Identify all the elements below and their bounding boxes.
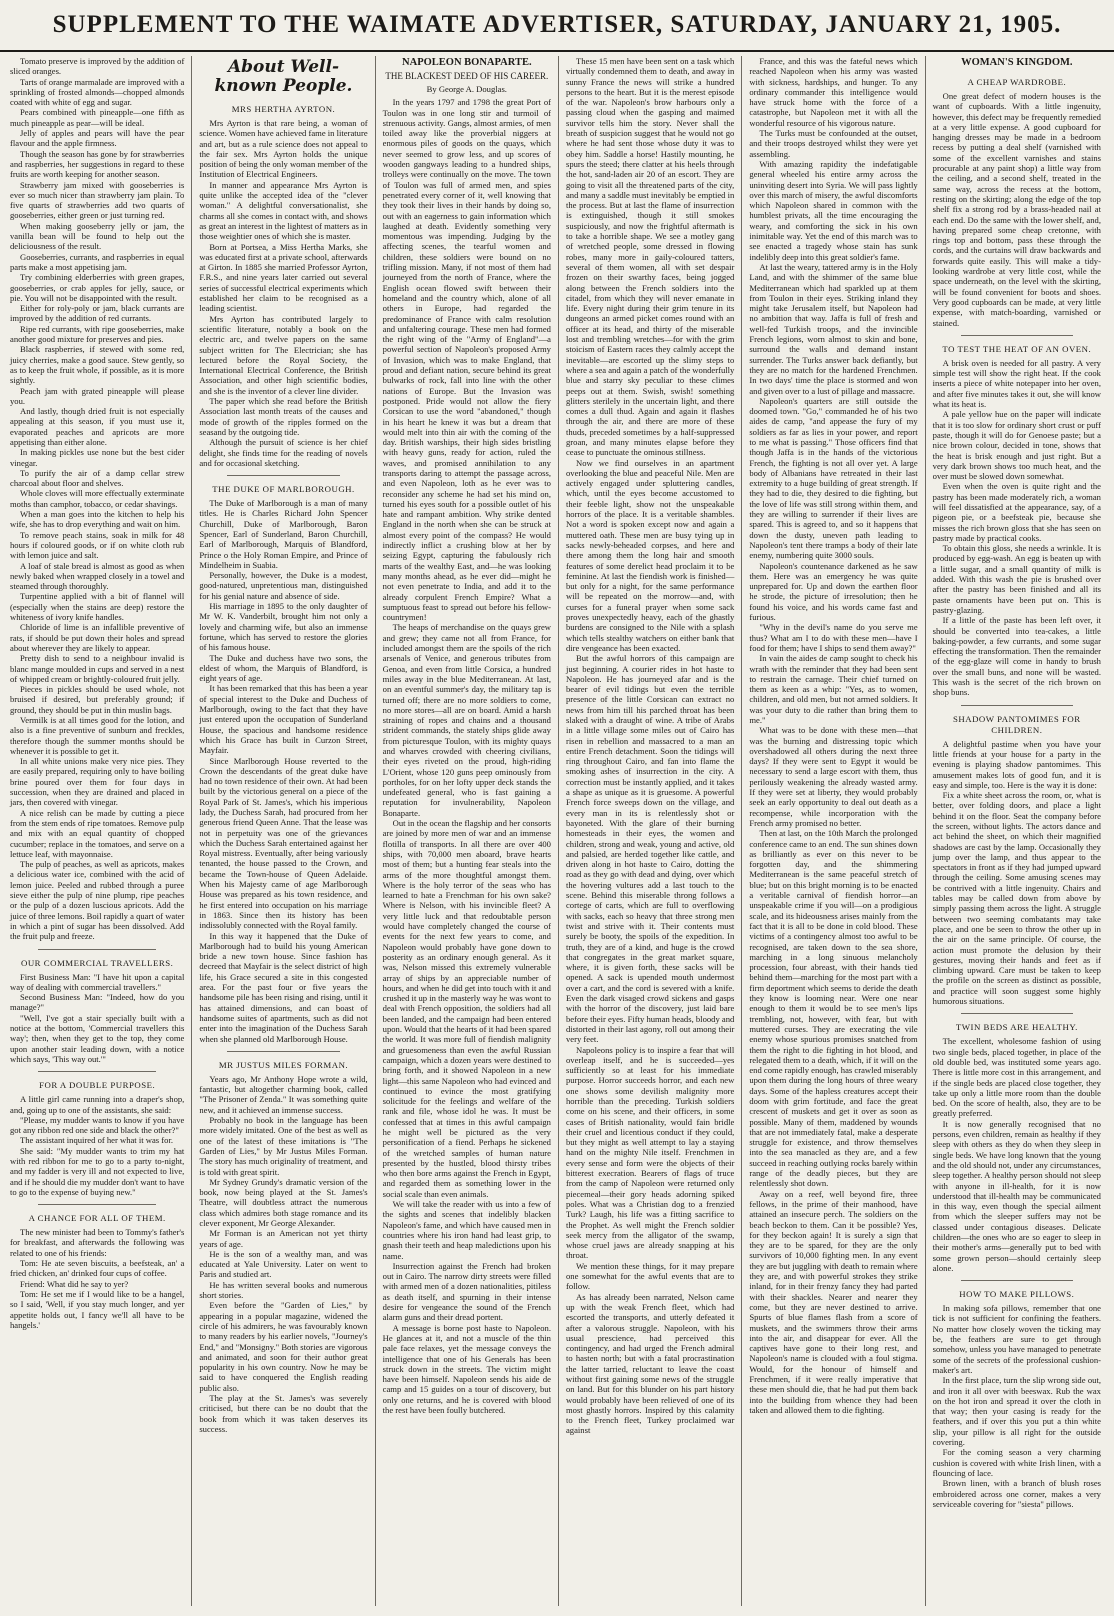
paragraph: Try combining elderberries with green grapes, gooseberries, or crab apples for jelly, sauce, or pie. You will not be disappointed with the result.: [10, 272, 185, 303]
paragraph: Napoleons policy is to inspire a fear that will overleap itself, and he is succeeded—yes sufficiently so at least for his immediate purpose. Horror succeeds horror, and each new one shows some devilish malignity more horrible than the preceding. Turkish soldiers come on his scene, and their officers, in some cases of British nationality, would fain bridle their cruel and licentious conduct if they could, but they might as well attempt to lay a staying hand on the mighty Nile itself. Frenchmen in every sense and form were the objects of their bitterest execration. Bearers of flags of truce from the camp of Napoleon were returned only piecemeal—their gory heads adorning spiked poles. What was a Christian dog to a frenzied Turk? Laugh, his life was a fitting sacrifice to the Prophet. As well might the French soldier seek mercy from the alligator of the swamp, whose cruel jaws are already snapping at his throat.: [565, 1044, 735, 1261]
divider: [961, 1280, 1073, 1281]
paragraph: The excellent, wholesome fashion of using two single beds, placed together, in place of the old double bed, was instituted some years ago. There is little more cost in this arrangement, and if the single beds are placed close together, they take up only a little more room than the double bed. On the score of health, also, they are to be greatly preferred.: [932, 1036, 1101, 1119]
pillows-heading: HOW TO MAKE PILLOWS.: [959, 1289, 1075, 1300]
oven-text: [933, 358, 1101, 698]
paragraph: With amazing rapidity the indefatigable general wheeled his entire army across the uninviting desert into Syria. We will pass lightly over this march of misery, the awful discomforts which Napoleon shared in common with the humblest privats, all the time encouraging the weary, and comforting the sick in his own inimitable way. Yet the end of this march was to see enacted a tragedy whose stain has sunk indelibly deep into this great soldier's fame.: [749, 158, 918, 262]
ayrton-heading: MRS HERTHA AYRTON.: [231, 104, 336, 114]
paragraph: Out in the ocean the flagship and her consorts are joined by more men of war and an immense flotilla of transports. In all there are over 400 ships, with 70,000 men aboard, brave hearts most of them; but a hunting fear steals into the arms of the more thoughtful amongst them. Where is the holy terror of the seas who has learned to hate a Frenchman for his own sake? Where is Nelson, with his invincible fleet? A very little luck and that redoubtable person would have completely changed the course of events for the next few years to come, and Napoleon would probably have gone down to posterity as an ordinary enough general. As it was, Nelson missed this extremely vulnerable array of ships by an appreciable number of hours, and when he did get into touch with it and crushed it up in the masterly way he was wont to deal with French opposition, the soldiers had all been landed, and the campaign had been entered upon. Would that the hearts of it had been spared the world. It was more full of fiendish malignity and gruesomeness than even the awful Russian campaign, which a dozen years were destined to bring forth, and it showed Napoleon in a new light—this same Napoleon who had evinced and continued to evince the most gratifying solicitude for the feelings and welfare of the rank and file, whose idol he was. It must be confessed that at times in this awful campaign he might well be pictured as the very personification of a fiend. Perhaps he sickened of the wretched samples of human nature presented by the hustled, blood thirsty tribes who then bore arms against the French in Egypt, and regarded them as something lower in the social scale than even animals.: [382, 818, 551, 1199]
paragraph: First Business Man: "I have hit upon a capital way of dealing with commercial travellers.": [10, 971, 185, 992]
ayrton-text: [199, 118, 367, 468]
masthead: SUPPLEMENT TO THE WAIMATE ADVERTISER, SATURDAY, JANUARY 21, 1905.: [0, 0, 1114, 52]
paragraph: Peach jam with grated pineapple will please you.: [10, 385, 185, 406]
paragraph: Second Business Man: "Indeed, how do you manage?": [10, 992, 185, 1013]
paragraph: Jelly of apples and pears will have the pear flavour and the apple firmness.: [10, 128, 185, 149]
napoleon-text-part-3: [749, 56, 917, 1415]
paragraph: When making gooseberry jelly or jam, the vanilla bean will be found to help out the deliciousness of the result.: [10, 220, 185, 252]
paragraph: Mr Sydney Grundy's dramatic version of the book, now being played at the St. James's Theatre, will doubtless attract the numerous class which admires both stage romance and its clever exponent, Mr George Alexander.: [199, 1176, 368, 1228]
paragraph: Pretty dish to send to a neighbour invalid is blanc mange moulded in cups and served in a nest of whipped cream or brightly-coloured fruit jelly.: [10, 653, 185, 684]
paragraph: Now we find ourselves in an apartment overlooking the blue and peaceful Nile. Men are actively engaged under spluttering candles, which, until the eyes become accustomed to their feeble light, show not the unspeakable horrors of the place. It is a veritable shambles. Not a word is spoken except now and again a muttered oath. These men are busy tying up in sacks newly-beheaded corpses, and here and there among them the long hair and smooth features of some derelict head proclaim it to be feminine. At last the fiendish work is finished—but only for a night, for the same performance will be repeated on the morrow—and, with curses for a funeral prayer when some sack proves unexpectedly heavy, each of the ghastly burdens are consigned to the Nile with a splash which tells stealthy watchers on either bank that dire vengeance has been exacted.: [565, 457, 735, 653]
paragraph: A loaf of stale bread is almost as good as when newly baked when wrapped closely in a towel and steamed through thoroughly.: [10, 560, 185, 592]
paragraph: To obtain this gloss, she needs a wrinkle. It is produced by egg-wash. An egg is beaten up with a little sugar, and a small quantity of milk is added. With this wash the pie is brushed over after the pastry has been finished and all its paste ornaments have been put on. This is pastry-glazing.: [932, 543, 1101, 615]
paragraph: Napoleon's quarters are still outside the doomed town. "Go," commanded he of his two aides de camp, "and appease the fury of my soldiers as far as lies in your power, and report to me what is passing." Those officers find that though Jaffa is in the hands of the victorious French, the fighting is not all over yet. A large body of Albanians have retreated in their last extremity to a huge building of great strength. If they had to die, they desired to die fighting, but the love of life was still strong within them, and they are willing to surrender if their lives are spared. This is agreed to, and so it happens that down the dusty, uneven path leading to Napoleon's tent there tramps a body of their late enemy, numbering quite 3000 souls.: [749, 395, 918, 561]
paragraph: To purify the air of a damp cellar strew charcoal about floor and shelves.: [10, 467, 185, 489]
paragraph: In all white unions make very nice pies. They are easily prepared, requiring only to have boiling brine poured over them for four days in succession, when they are drained and placed in jars, then covered with vinegar.: [10, 756, 185, 808]
paragraph: If a little of the paste has been left over, it should be converted into tea-cakes, a little baking-powder, a few currants, and some sugar effecting the transformation. Then the remainder of the egg-glaze will come in handy to brush over the small buns, and none will be wasted. This wash is the secret of the rich brown on shop buns.: [932, 615, 1101, 698]
paragraph: As has already been narrated, Nelson came up with the weak French fleet, which had escorted the transports, and utterly defeated it after a valorous struggle. Napoleon, with his usual prescience, had perceived this contingency, and had urged the French admiral to hasten north; but with a fatal procrastination the latter tarried, reluctant to leave the coast without first gaining some news of the struggle on land. But for this blunder on his part history would probably have been relieved of one of its most ghastly horrors. Inspired by this calamity to the French fleet, Turkey proclaimed war against: [565, 1291, 735, 1436]
paragraph: Pears combined with pineapple—one fifth as much pineapple as pear—will be ideal.: [10, 107, 185, 128]
paragraph: Tarts of orange marmalade are improved with a sprinkling of frosted almonds—chopped almonds coated with white of egg and sugar.: [10, 76, 185, 108]
napoleon-text-part-1: [383, 97, 551, 1415]
paragraph: Black raspberries, if stewed with some red, juicy cherries, make a good sauce. Stew gently, so as to keep the fruit whole, if possible, as it is more sightly.: [10, 344, 185, 386]
paragraph: Fix a white sheet across the room, or, what is better, over folding doors, and place a light behind it on the floor. Seat the company before the screen, without lights. The actors dance and act behind the sheet, on which their magnified shadows are cast by the lamp. Occasionally they jump over the lamp, and thus appear to the spectators in front as if they had jumped upward through the ceiling. Some amusing scenes may be contrived with a little ingenuity. Chairs and tables may be called down from above by simply passing them across the light. A struggle between two seeming combatants may take place, and one be seen to throw the other up in the air on the same principle. Of course, the action must promote the delusion by their gestures, moving their hands and feet as if climbing upward. Care must be taken to keep the profile on the screen as distinct as possible, and practice will soon suggest some highly humorous situations.: [932, 790, 1101, 1007]
wardrobe-heading: A CHEAP WARDROBE.: [967, 77, 1067, 87]
paragraph: In vain the aides de camp sought to check his wrath with the reminder that they had been sent to restrain the carnage. Their chief turned on them as keen as a whip: "Yes, as to women, children, and old men, but not armed soldiers. It was your duty to die rather than bring them to me.": [749, 653, 918, 725]
divider: [38, 1071, 156, 1072]
paragraph: "Well, I've got a stair specially built with a notice at the bottom, 'Commercial travellers this way'; then, when they get to the top, they come upon another stair leading down, with a notice which says, 'This way out.'": [10, 1012, 185, 1064]
shadow-text: [933, 739, 1101, 1007]
paragraph: To remove peach stains, soak in milk for 48 hours if coloured goods, or if on white cloth rub with lemon juice and salt.: [10, 529, 185, 561]
paragraph: Mr Forman is an American not yet thirty years of age.: [199, 1228, 368, 1249]
napoleon-title: NAPOLEON BONAPARTE.: [402, 57, 532, 68]
columns: [8, 56, 1108, 1606]
paragraph: Probably no book in the language has been more widely imitated. One of the best as well as one of the latest of these imitations is "The Garden of Lies," by Mr Justus Miles Forman. The story has much originality of treatment, and is told with great spirit.: [199, 1115, 368, 1177]
paragraph: His marriage in 1895 to the only daughter of Mr W. K. Vanderbilt, brought him not only a lovely and charming wife, but also an immense fortune, which has served to restore the glories of his famous house.: [199, 601, 368, 653]
paragraph: It has been remarked that this has been a year of special interest to the Duke and Duchess of Marlborough, owing to the fact that they have just entered upon the occupation of Sunderland House, the spacious and handsome residence which his Grace has built in Curzon Street, Mayfair.: [199, 683, 368, 756]
paragraph: "Please, my mudder wants to know if you have got any ribbon red one side and black the other?": [10, 1114, 185, 1136]
paragraph: We mention these things, for it may prepare one somewhat for the awful events that are to follow.: [565, 1260, 735, 1292]
column-3: [375, 56, 558, 1606]
paragraph: When a man goes into the kitchen to help his wife, she has to drop everything and wait on him.: [10, 509, 185, 530]
paragraph: The new minister had been to Tommy's father's for breakfast, and afterwards the following was related to one of his friends:: [10, 1227, 185, 1258]
paragraph: Tom: He ate seven biscuits, a beefsteak, an' a fried chicken, an' drinked four cups of coffee.: [10, 1258, 185, 1279]
beds-text: [933, 1036, 1101, 1273]
paragraph: We will take the reader with us into a few of the sights and scenes that indelibly blacken Napoleon's fame, and which have caused men in countries where his iron hand had least grip, to gnash their teeth and heap maledictions upon his name.: [382, 1199, 551, 1261]
paragraph: And lastly, though dried fruit is not especially appealing at this season, if you must use it, evaporated peaches and apricots are more appetising than either alone.: [10, 406, 185, 447]
paragraph: Away on a reef, well beyond fire, three fellows, in the prime of their manhood, have attained an insecure perch. The soldiers on the beach beckon to them. Can it be possible? Yes, for they beckon again! It is surely a sign that they are to be spared, for they are the only survivors of 10,000 fighting men. In any event they are but juggling with death to remain where they are, and with powerful strokes they strike inland, for in their frenzy fancy they had parted with their shackles. Nearer and nearer they come, but they are never destined to arrive. Spurts of blue flames flash from a score of muskets, and the swimmers throw their arms into the air, and disappear for ever. All the captives have gone to their long rest, and Napoleon's name is clouded with a foul stigma. Would, for the honour of himself and Frenchmen, if it were really imperative that these men should die, that he had put them back into the building from whence they had been taken and allowed them to die fighting.: [749, 1188, 918, 1415]
paragraph: Insurrection against the French had broken out in Cairo. The narrow dirty streets were filled with armed men of a dozen nationalities, pitiless as death itself, and spurning in their intense desire for vengeance the sound of the French alarm guns and their dread portent.: [382, 1260, 551, 1323]
paragraph: In the first place, turn the slip wrong side out, and iron it all over with beeswax. Rub the wax on the hot iron and spread it over the cloth in that way; then your casing is ready for the feathers, and if over this you put a thin white slip, your pillow is all right for the outside covering.: [932, 1375, 1101, 1448]
paragraph: The play at the St. James's was severely criticised, but there can be no doubt that the book from which it was taken deserves its success.: [199, 1393, 368, 1434]
paragraph: In making pickles use none but the best cider vinegar.: [10, 447, 185, 468]
paragraph: She said: "My mudder wants to trim my hat with red ribbon for me to go to a party to-night, and my fadder is very ill and not expected to live, and if he should die my mudder don't want to have to go to the expense of buying new.": [10, 1145, 185, 1197]
paragraph: Mrs Ayrton has contributed largely to scientific literature, notably a book on the electric arc, and twelve papers on the same subject written for The Electrician; she has lectured before the Royal Society, the International Electrical Conference, the British Association, and other high scientific bodies, and she is the inventor of a clever line divider.: [199, 313, 368, 396]
napoleon-byline: By George A. Douglas.: [426, 84, 507, 94]
paragraph: A little girl came running into a draper's shop, and, going up to one of the assistants, she said:: [10, 1094, 185, 1115]
well-known-people-heading: About Well-known People.: [214, 57, 353, 96]
paragraph: A message is borne post haste to Napoleon. He glances at it, and not a muscle of the thin pale face relaxes, yet the message conveys the intelligence that one of his Generals has been struck down in the streets. The victim might have been himself. Napoleon sends his aide de camp and 15 guides on a tour of discovery, but only one returns, and he is covered with blood the rest have been foully butchered.: [382, 1322, 551, 1415]
purpose-heading: FOR A DOUBLE PURPOSE.: [39, 1080, 156, 1091]
travellers-heading: OUR COMMERCIAL TRAVELLERS.: [20, 957, 174, 968]
womans-kingdom-title: WOMAN'S KINGDOM.: [961, 57, 1073, 68]
paragraph: Turpentine applied with a bit of flannel will (especially when the stains are deep) restore the whiteness of ivory knife handles.: [10, 591, 185, 623]
paragraph: In this way it happened that the Duke of Marlborough had to build his young American bride a new town house. Since fashion has decreed that Mayfair is the select district of high life, his Grace secured a site in this congested area. For the past four or five years the handsome pile has been rising and rising, until it has attained dimensions, and can boast of handsome suites of apartments, such as did not enter into the imagination of the Duchess Sarah when she planned old Marlborough House.: [199, 930, 368, 1044]
paragraph: Born at Portsea, a Miss Hertha Marks, she was educated first at a private school, afterwards at Girton. In 1885 she married Professor Ayrton, F.R.S., and nine years later carried out several series of successful electrical experiments which established her claim to be recognised as a leading scientist.: [199, 241, 368, 314]
paragraph: A pale yellow hue on the paper will indicate that it is too slow for ordinary short crust or puff paste, though it will do for Genoese paste; but a nice brown colour, decided in tone, shows that the heat is brisk enough and just right. But a very dark brown shows too much heat, and the over must be slowed down somewhat.: [932, 409, 1101, 482]
forman-text: [199, 1074, 367, 1434]
beds-heading: TWIN BEDS ARE HEALTHY.: [955, 1022, 1078, 1033]
chance-heading: A CHANCE FOR ALL OF THEM.: [28, 1213, 166, 1224]
paragraph: A nice relish can be made by cutting a piece from the stem ends of ripe tomatoes. Remove pulp and mix with an equal quantity of chopped cucumber; replace in the tomatoes, and serve on a lettuce leaf, with mayonnaise.: [10, 807, 185, 859]
divider: [961, 705, 1073, 706]
paragraph: Gooseberries, currants, and raspberries in equal parts make a most appetising jam.: [10, 251, 185, 272]
divider: [38, 1204, 156, 1205]
paragraph: Since Marlborough House reverted to the Crown the descendants of the great duke have had no town residence of their own. At had been built by the victorious general on a piece of the Royal Park of St. James's, which his imperious lady, the Duchess Sarah, had procured from her generous friend Queen Anne. That the lease was not in perpetuity was one of the grievances which the Duchess Sarah entertained against her Royal mistress. Eventually, after being variously tenanted, the house passed to the Crown, and became the Town-house of Queen Adelaide. When his Majesty came of age Marlborough House was prepared as his town residence, and he first entered into occupation on his marriage in 1863. Since then its history has been indissolubly connected with the Royal family.: [199, 755, 368, 931]
paragraph: Vermilk is at all times good for the lotion, and also is a fine preventive of sunburn and freckles, therefore though the summer months should be whenever it is possible to get it.: [10, 715, 185, 756]
paragraph: It is now generally recognised that no persons, even children, remain as healthy if they sleep with others as they do when they sleep in single beds. We have long known that the young and the old should not, under any circumstances, sleep together. A healthy person should not sleep with anyone in ill-health, for it is now understood that ill-health may be communicated in this way, even though the special ailment from which the sleeper suffers may not be classed under contagious diseases. Delicate children—the ones who are so eager to sleep in their mother's arms—generally put to bed with some grown person—should certainly sleep alone.: [932, 1118, 1101, 1273]
paragraph: One great defect of modern houses is the want of cupboards. With a little ingenuity, however, this defect may be frequently remedied at a very little expense. A good cupboard for hanging dresses may be made in a bedroom recess by putting a deal shelf (varnished with some of the excellent varnishes and stains procurable at any paint shop) a little way from the ceiling, and a second shelf, treated in the same way, across the recess at the bottom, resting on the skirting; along the edge of the top shelf fix a strong rod by a brass-headed nail at each end. Do the same with the lower shelf, and, having prepared some cheap cretonne, with rings top and bottom, pass these through the cords, and the curtains will draw backwards and forwards quite easily. This will make a tidy-looking wardrobe at very little cost, while the space underneath, on the level with the skirting, will be found convenient for boots and shoes. Very good cupboards can be made, at very little expense, with match-boarding, varnished or stained.: [932, 91, 1101, 328]
paragraph: "Why in the devil's name do you serve me thus? What am I to do with these men—have I food for them; have I ships to send them away?": [749, 622, 918, 653]
paragraph: Either for roly-poly or jam, black currants are improved by the addition of red currants.: [10, 303, 185, 324]
column-1: [8, 56, 191, 1606]
paragraph: For the coming season a very charming cushion is covered with white Irish linen, with a flouncing of lace.: [932, 1447, 1101, 1478]
wardrobe-text: [933, 91, 1101, 328]
paragraph: Mrs Ayrton is that rare being, a woman of science. Women have achieved fame in literature and art, but as a rule science does not appeal to the fair sex. Mrs Ayrton holds the unique position of being the only woman member of the Institution of Electrical Engineers.: [199, 118, 368, 180]
shadow-heading: SHADOW PANTOMIMES FOR CHILDREN.: [952, 713, 1081, 735]
paragraph: These 15 men have been sent on a task which virtually condemned them to death, and away in sunny France the news will strike a hundred persons to the heart. But it is the merest episode of the war. Napoleon's brow harbours only a passing cloud when the gasping and maimed survivor tells him the story. Never shall the breath of suspicion suggest that he would not go where he had sent those whose duty it was to obey him. Saddle a horse! Hastily mounting, he spurs the steed; there clatter at his heels through the hot, sand-laden air 20 of an escort. They are going to visit all the threatened parts of the city, and many a saddle must inevitably be emptied in the process. But at last the flame of insurrection is extinguished, though it still smokes suspiciously, and now the frightful aftermath is to take a horrible shape. We see a motley gang of wretched people, some dressed in flowing robes, many more in gaily-coloured tatters, several of them women, all with set despair frozen on their swarthy faces, being jogged along between the French soldiers into the citadel, from which they will never emanate in life. Every night during their grim tenure in its dungeons an armed picket comes round with an officer at its head, and thirty of the miserable lost and trembling wretches—for with the grim stoicism of Eastern races they calmly accept the inevitable—are escorted up the slimy steps to where a sea and again a patch of the wonderfully blue and starry sky peculiar to these climes peeps out at them. Swish, swish! something glitters sterilely in the uncertain light, and there comes a dull thud. Again and again it flashes through the air, and there are more of these thuds, preceded sometimes by a half-suppressed groan, and many minutes elapse before they cease to punctuate the ominous stillness.: [565, 56, 735, 458]
column-6: [925, 56, 1108, 1606]
paragraph: Years ago, Mr Anthony Hope wrote a wild, fantastic, but altogether charming book, called "The Prisoner of Zenda." It was something quite new, and it achieved an immense success.: [199, 1073, 368, 1115]
paragraph: Ripe red currants, with ripe gooseberries, make another good mixture for preserves and pies.: [10, 323, 185, 345]
paragraph: Even when the oven is quite right and the pastry has been made moderately rich, a woman will feel dissatisfied at the appearance, say, of a pigeon pie, or a beefsteak pie, because she misses the rich brown gloss that she has seen on pastry made by practical cooks.: [932, 481, 1101, 543]
divider: [227, 1051, 339, 1052]
paragraph: In making sofa pillows, remember that one tick is not sufficient for confining the feathers. No matter how closely woven the ticking may be, the feathers are sure to get through somehow, unless you have managed to penetrate some of the secrets of the professional cushion-maker's art.: [932, 1303, 1101, 1375]
paragraph: He is the son of a wealthy man, and was educated at Yale University. Later on went to Paris and studied art.: [199, 1248, 368, 1280]
paragraph: France, and this was the fateful news which reached Napoleon when his army was wasted with sickness, hardships, and hunger. To any ordinary commander this intelligence would have struck home with the force of a catastrophe, but Napoleon met it with all the wonderful resource of his vigorous nature.: [749, 56, 918, 128]
paragraph: But the awful horrors of this campaign are just beginning. A courier rides in hot haste to Napoleon. He has journeyed afar and is the bearer of evil tidings but even the terrible presence of the little Corsican can extract no news from him till his parched throat has been slaked with a draught of wine. A tribe of Arabs in a little village some miles out of Cairo has risen in rebellion and massacred to a man an entire French detachment. Soon the tidings will ring throughout Cairo, and fan into flame the smoking ashes of insurrection in the city. A correction must be instantly applied, and it takes a shape as unique as it is gruesome. A powerful French force sweeps down on the village, and every man in its is relentlessly shot or bayoneted. With the glare of their burning homesteads in their eyes, the women and children, strong and weak, young and active, old and palsied, are herded together like cattle, and driven along in hot haste to Cairo, dotting the road as they go with dead and dying, over which the hovering vultures add a last touch to the scene. Behind this miserable throng follows a cortege of carts, which are full to overflowing with sacks, each so heavy that three strong men twist and strive with it. Their contents must surely be booty, the spoils of the expedition. In truth, they are of a kind, and huge is the crowd that congregates in the great market square, where, it is given forth, these sacks will be opened. A sack is upended mouth undermost over a cart, and the cord is severed with a knife. Even the dark visaged crowd sickens and gasps with the horror of the discovery, just laid bare before their eyes. Fifty human heads, bloody and distorted in their last agony, roll out among their very feet.: [565, 653, 735, 1045]
divider: [961, 1013, 1073, 1014]
paragraph: The assistant inquired of her what it was for.: [20, 1135, 173, 1146]
paragraph: A delightful pastime when you have your little friends at your house for a party in the evening is playing shadow pantomimes. This amusement makes lots of good fun, and it is easy and simple, too. Here is the way it is done:: [932, 738, 1101, 790]
pillows-text: [933, 1303, 1101, 1509]
paragraph: Even before the "Garden of Lies," by appearing in a popular magazine, widened the circle of his admirers, he was favourably known to many readers by his earlier novels, "Journey's End," and "Monsigny." Both stories are vigorous and animated, and soon for their author great popularity in his own country. Now he may be said to have conquered the English reading public also.: [199, 1300, 368, 1393]
paragraph: Then at last, on the 10th March the prolonged conference came to an end. The sun shines down as brilliantly as ever on this never to be forgotten day, and the shimmering Mediterranean is the same peaceful stretch of blue; but on this bright morning is to be enacted a veritable carnival of fiendish horror—an unspeakable crime if you will—on a prodigious scale, and its hideousness arises mainly from the fact that it is all to be done in cold blood. These victims of a contingency almost too awful to be recognised, are taken down to the sea shore, marching in a long sinuous melancholy procession, four abreast, with their hands tied behind them—marching for the most part with a firm deportment which seems to deride the death they know is looming near. Were one near enough to them it would be to see men's lips trembling, not, however, with fear, but with muttered curses. They are execrating the vile enemy whose spurious promises snatched from them the right to die fighting in hot blood, and relegated them to a death, which, if it will on the end come rapidly enough, has crawled miserably upon them during the long hours of three weary days. Some of the hapless creatures accept their doom with grim fortitude, and face the great crescent of muskets and get it over as soon as possible. Many of them, maddened by wounds that are not immediately fatal, make a desperate struggle for existence, and throw themselves into the sea manacled as they are, and a few succeed in reaching outlying rocks barely within range of the deadly pieces, but they are relentlessly shot down.: [749, 828, 918, 1189]
forman-heading: MR JUSTUS MILES FORMAN.: [218, 1059, 349, 1070]
paragraph: In the years 1797 and 1798 the great Port of Toulon was in one long stir and turmoil of strenuous activity. Gangs, almost armies, of men toiled away like the proverbial niggers at enormous piles of goods on the quays, which never seemed to grow less, and up scores of wooden gangways leading to a hundred ships, trolleys were continually on the move. The town of Toulon was full of armed men, and spies penetrated every corner of it, well knowing that they took their lives in their hands by doing so, out with an eagerness to gain information which laughed at death. Evidently something very momentous was impending. Judging by the affecting scenes, the tearful women and children, these soldiers were bound on no trifling mission. Many, if not most of them had journeyed from the north of France, where the English ocean flowed swift between their homeland and the country which, alone of all others in Europe, had regarded the predominance of France with calm resolution and unfaltering courage. These men had formed the right wing of the "Army of England"—a powerful section of Napoleon's proposed Army of Invasion, which was to make England, that proud and defiant nation, secure behind its great bulwarks of rock, fall into line with the other nations of Europe. But the Invasion was postponed. Pride would not allow the fiery Corsican to use the word "abandoned," though in his heart he knew it was but a dream that would melt into thin air with the coming of the day. British warships, their high sides bristling with heavy guns, ready for action, ruled the waves, and promised annihilation to any transports daring to attempt the passage across, and even Napoleon, loth as he ever was to reconsider any scheme he had set his mind on, turned his eyes south for a possible outlet of his hate and rampant ambition. Why strike dented England in the north when she can be struck at almost every point of the compass? He would indirectly inflict a crushing blow at her by seizing Egypt, capturing the fabulously rich marts of the wealthy East, and—he was looking many months ahead, as he ever did—might he not even penetrate to India, and add it to the already corpulent French Empire? What a sumptuous feast to spread out before his fellow-countrymen!: [382, 97, 551, 623]
paragraph: Friend: What did he say to yer?: [20, 1278, 129, 1289]
chance-text: [10, 1227, 184, 1330]
paragraph: Brown linen, with a branch of blush roses embroidered across one corner, makes a very serviceable covering for "siesta" pillows.: [932, 1478, 1101, 1509]
recipes-list: [10, 56, 184, 942]
paragraph: The Duke and duchess have two sons, the eldest of whom, the Marquis of Blandford, is eight years of age.: [199, 652, 368, 684]
marlborough-heading: THE DUKE OF MARLBOROUGH.: [212, 484, 355, 495]
paragraph: A brisk oven is needed for all pastry. A very simple test will show the right heat. If the cook inserts a piece of white notepaper into her oven, and after five minutes takes it out, she will know what its heat is.: [932, 357, 1101, 410]
oven-heading: TO TEST THE HEAT OF AN OVEN.: [942, 343, 1092, 354]
column-4: [558, 56, 741, 1606]
paragraph: He has written several books and numerous short stories.: [199, 1279, 368, 1301]
paragraph: Although the pursuit of science is her chief delight, she finds time for the reading of novels and for occasional sketching.: [199, 437, 368, 468]
paragraph: The Turks must be confounded at the outset, and their troops destroyed whilst they were yet assembling.: [749, 128, 918, 159]
paragraph: Though the season has gone by for strawberries and raspberries, her suggestions in regard to these fruits are worth keeping for another season.: [10, 148, 185, 180]
paragraph: The pulp of peaches, as well as apricots, makes a delicious water ice, combined with the acid of lemon juice. Peeled and rubbed through a puree sieve either the pulp of nine plump, ripe peaches or the pulp of a dozen luscious apricots. Add the juice of three lemons. Boil rapidly a quart of water in which a pint of sugar has been dissolved. Add the fruit pulp and freeze.: [10, 859, 185, 942]
marlborough-text: [199, 498, 367, 1044]
napoleon-subtitle: THE BLACKEST DEED OF HIS CAREER.: [385, 71, 549, 81]
paragraph: In manner and appearance Mrs Ayrton is quite unlike the accepted idea of the "clever woman." A delightful conversationalist, she charms all she comes in contact with, and shows as great an interest in the lightest of matters as in those weightier ones of which she is master.: [199, 179, 368, 242]
paragraph: The heaps of merchandise on the quays grew and grew; they came not all from France, for included amongst them are the spoils of the rich arsenals of Venice, and generous tributes from Genoa, and even from little Corsica, a hundred miles away in the blue Mediterranean. At last, on an eventful summer's day, the military tap is turned off; there are no more soldiers to come, no more stores—all are on board. Amid a harsh straining of ropes and chains and a thousand strident commands, the stately ships glide away from picturesque Toulon, with its mighty quays and wharves crowded with cheering civilians, their eyes riveted on the proud, high-riding L'Orient, whose 120 guns peep ominously from portholes, for on her lofty upper deck stands the undefeated general, who is fast gaining a reputation for invulnerability, Napoleon Bonaparte.: [382, 622, 551, 818]
travellers-text: [10, 972, 184, 1065]
paragraph: Personally, however, the Duke is a modest, good-natured, unpretentious man, distinguished for his genial nature and absence of side.: [199, 570, 368, 601]
paragraph: What was to be done with these men—that was the burning and distressing topic which overshadowed all others during the next three days? If they were sent to Egypt it would be necessary to send a large escort with them, thus perilously weakening the already wasted army. If they were set at liberty, they would probably seek an early opportunity to deal out death as a recompense, while incorporation with the French army promised no better.: [749, 725, 918, 828]
paragraph: Strawberry jam mixed with gooseberries is ever so much nicer than strawberry jam plain. To five quarts of strawberries add two quarts of gooseberries, either green or just turning red.: [10, 179, 185, 221]
paragraph: At last the weary, tattered army is in the Holy Land, and with the shimmer of the same blue Mediterranean which had sparkled up at them from Toulon in their eyes. Striking inland they might take Jerusalem itself, but Napoleon had no ambition that way. Jaffa is full of fresh and well-fed Turkish troops, and the invincible French legions, worn almost to skin and bone, surround the walls and demand instant surrender. The Turks answer back defiantly, but they are no match for the hardened Frenchmen. In two days' time the place is stormed and won and given over to a lust of pillage and massacre.: [749, 261, 918, 396]
paragraph: The paper which she read before the British Association last month treats of the causes and mode of growth of the ripples formed on the seasand by the outgoing tide.: [199, 396, 368, 437]
column-2: [191, 56, 374, 1606]
divider: [961, 335, 1073, 336]
paragraph: Napoleon's countenance darkened as he saw them. Here was an emergency he was quite unprepared for. Up and down the earthen floor he strode, the picture of irresolution; then he found his voice, and his words came fast and furious.: [749, 560, 918, 623]
paragraph: Chloride of lime is an infallible preventive of rats, if should be put down their holes and spread about wherever they are likely to appear.: [10, 622, 185, 653]
divider: [227, 475, 339, 476]
divider: [38, 949, 156, 950]
paragraph: Tomato preserve is improved by the addition of sliced oranges.: [10, 56, 185, 77]
paragraph: Pieces in pickles should be used whole, not bruised if desired, but preferably ground; if ground, they should be put in thin muslin bags.: [10, 684, 185, 715]
paragraph: The Duke of Marlborough is a man of many titles. He is Charles Richard John Spencer Churchill, Duke of Marlborough, Baron Spencer, Earl of Sunderland, Baron Churchill, Earl of Marlborough, Marquis of Blandford, Prince o the Holy Roman Empire, and Prince of Mindelheim in Suabia.: [199, 498, 368, 570]
paragraph: Tom: He set me if I would like to be a hangel, so I said, 'Well, if you stay much longer, and yer appetite holds out, I fancy we'll all have to be hangels.': [10, 1288, 185, 1330]
napoleon-text-part-2: [566, 56, 734, 1436]
purpose-text: [10, 1094, 184, 1197]
column-5: [741, 56, 924, 1606]
paragraph: Whole cloves will more effectually exterminate moths than camphor, tobacco, or cedar shavings.: [10, 488, 185, 509]
